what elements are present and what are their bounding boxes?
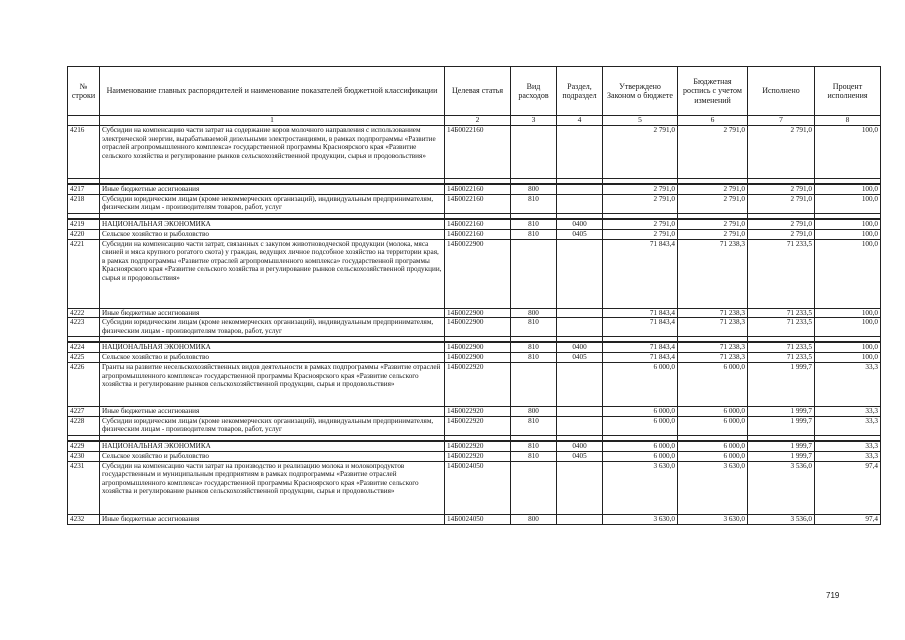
row-budget: 71 238,3: [678, 353, 748, 363]
row-kind: 810: [511, 353, 557, 363]
row-kind: 810: [511, 416, 557, 435]
table-row: [68, 194, 881, 213]
header-num: № строки: [68, 67, 100, 116]
row-name: Сельское хозяйство и рыболовство: [100, 353, 445, 363]
row-executed: 2 791,0: [748, 126, 815, 179]
row-budget: 6 000,0: [678, 407, 748, 417]
column-index: 7: [748, 116, 815, 126]
row-target: 14Б0022900: [445, 353, 511, 363]
row-section: [557, 318, 603, 337]
table-row: [68, 407, 881, 417]
row-executed: 71 233,5: [748, 318, 815, 337]
row-section: [557, 363, 603, 407]
column-index-row: [68, 116, 881, 126]
row-name: НАЦИОНАЛЬНАЯ ЭКОНОМИКА: [100, 219, 445, 230]
row-budget: 6 000,0: [678, 451, 748, 461]
row-budget: 2 791,0: [678, 184, 748, 194]
row-number: 4217: [68, 184, 100, 194]
row-executed: 1 999,7: [748, 451, 815, 461]
column-index: 6: [678, 116, 748, 126]
row-kind: [511, 126, 557, 179]
row-number: 4222: [68, 308, 100, 318]
table-row: [68, 184, 881, 194]
row-kind: 810: [511, 318, 557, 337]
row-percent: 100,0: [815, 194, 881, 213]
header-section: Раздел, подраздел: [557, 67, 603, 116]
row-budget: 6 000,0: [678, 441, 748, 452]
row-executed: 2 791,0: [748, 194, 815, 213]
row-executed: 1 999,7: [748, 416, 815, 435]
row-name: Иные бюджетные ассигнования: [100, 407, 445, 417]
row-target: 14Б0022160: [445, 229, 511, 239]
row-target: 14Б0022900: [445, 308, 511, 318]
row-number: 4220: [68, 229, 100, 239]
row-executed: 1 999,7: [748, 363, 815, 407]
row-executed: 71 233,5: [748, 308, 815, 318]
row-approved: 3 630,0: [603, 461, 678, 514]
row-target: 14Б0022920: [445, 416, 511, 435]
row-section: [557, 308, 603, 318]
row-kind: [511, 363, 557, 407]
row-budget: 71 238,3: [678, 342, 748, 353]
row-executed: 3 536,0: [748, 461, 815, 514]
row-kind: 800: [511, 407, 557, 417]
row-approved: 71 843,4: [603, 308, 678, 318]
row-target: 14Б0022920: [445, 407, 511, 417]
row-approved: 2 791,0: [603, 126, 678, 179]
row-executed: 1 999,7: [748, 441, 815, 452]
header-target: Целевая статья: [445, 67, 511, 116]
row-executed: 2 791,0: [748, 229, 815, 239]
row-number: 4224: [68, 342, 100, 353]
row-approved: 6 000,0: [603, 363, 678, 407]
row-kind: [511, 461, 557, 514]
row-percent: 33,3: [815, 407, 881, 417]
row-approved: 2 791,0: [603, 229, 678, 239]
row-kind: 810: [511, 451, 557, 461]
row-budget: 3 630,0: [678, 461, 748, 514]
page-number: 719: [826, 591, 840, 600]
row-name: Иные бюджетные ассигнования: [100, 514, 445, 524]
header-kind: Вид расходов: [511, 67, 557, 116]
table-row: [68, 229, 881, 239]
row-number: 4226: [68, 363, 100, 407]
row-percent: 100,0: [815, 126, 881, 179]
row-percent: 33,3: [815, 441, 881, 452]
row-target: 14Б0022160: [445, 184, 511, 194]
row-approved: 71 843,4: [603, 318, 678, 337]
row-percent: 97,4: [815, 514, 881, 524]
row-executed: 1 999,7: [748, 407, 815, 417]
row-kind: 810: [511, 194, 557, 213]
row-name: Субсидии юридическим лицам (кроме некоммерческих организаций), индивидуальным предпринимателям, физическим лицам - производителям товаров, работ, услуг: [100, 416, 445, 435]
row-name: Субсидии юридическим лицам (кроме некоммерческих организаций), индивидуальным предпринимателям, физическим лицам - производителям товаров, работ, услуг: [100, 194, 445, 213]
table-row: [68, 451, 881, 461]
row-executed: 2 791,0: [748, 184, 815, 194]
row-kind: [511, 239, 557, 308]
table-row: [68, 363, 881, 407]
row-target: 14Б0022900: [445, 342, 511, 353]
table-row: [68, 441, 881, 452]
row-section: [557, 461, 603, 514]
row-approved: 2 791,0: [603, 184, 678, 194]
row-section: [557, 514, 603, 524]
row-number: 4216: [68, 126, 100, 179]
row-name: Субсидии на компенсацию части затрат на производство и реализацию молока и молокопродуктов государственным и муниципальным предприятиям в рамках подпрограммы «Развитие отраслей агропромышленного комплекса» государственной программы Красноярского края «Развитие сельского хозяйства и регулирование рынков сельскохозяйственной продукции, сырья и продовольствия»: [100, 461, 445, 514]
row-section: [557, 194, 603, 213]
table-body: [68, 116, 881, 525]
row-section: 0400: [557, 441, 603, 452]
row-number: 4225: [68, 353, 100, 363]
column-index: 2: [445, 116, 511, 126]
row-section: [557, 184, 603, 194]
budget-sheet: [67, 66, 880, 525]
row-section: [557, 416, 603, 435]
row-target: 14Б0022160: [445, 219, 511, 230]
row-target: 14Б0024050: [445, 461, 511, 514]
row-kind: 800: [511, 514, 557, 524]
header-percent: Процент исполнения: [815, 67, 881, 116]
row-target: 14Б0022920: [445, 441, 511, 452]
row-number: 4227: [68, 407, 100, 417]
row-budget: 6 000,0: [678, 363, 748, 407]
row-section: 0400: [557, 342, 603, 353]
row-budget: 2 791,0: [678, 194, 748, 213]
row-approved: 3 630,0: [603, 514, 678, 524]
row-approved: 6 000,0: [603, 407, 678, 417]
header-name: Наименование главных распорядителей и наименование показателей бюджетной классификации: [100, 67, 445, 116]
row-percent: 33,3: [815, 363, 881, 407]
row-target: 14Б0024050: [445, 514, 511, 524]
row-executed: 71 233,5: [748, 353, 815, 363]
table-row: [68, 514, 881, 524]
row-kind: 810: [511, 219, 557, 230]
column-index: 1: [100, 116, 445, 126]
row-executed: 2 791,0: [748, 219, 815, 230]
row-section: [557, 407, 603, 417]
row-approved: 2 791,0: [603, 219, 678, 230]
row-target: 14Б0022920: [445, 451, 511, 461]
row-approved: 6 000,0: [603, 441, 678, 452]
table-row: [68, 353, 881, 363]
table-row: [68, 219, 881, 230]
row-number: 4228: [68, 416, 100, 435]
row-kind: 810: [511, 229, 557, 239]
row-percent: 100,0: [815, 318, 881, 337]
row-section: [557, 239, 603, 308]
row-percent: 100,0: [815, 342, 881, 353]
row-budget: 71 238,3: [678, 239, 748, 308]
row-kind: 800: [511, 184, 557, 194]
row-approved: 71 843,4: [603, 342, 678, 353]
row-budget: 3 630,0: [678, 514, 748, 524]
row-target: 14Б0022160: [445, 126, 511, 179]
row-number: 4218: [68, 194, 100, 213]
row-name: Сельское хозяйство и рыболовство: [100, 451, 445, 461]
row-target: 14Б0022160: [445, 194, 511, 213]
column-index: 3: [511, 116, 557, 126]
row-percent: 33,3: [815, 416, 881, 435]
row-number: 4223: [68, 318, 100, 337]
column-index: [68, 116, 100, 126]
table-row: [68, 318, 881, 337]
row-approved: 6 000,0: [603, 416, 678, 435]
table-row: [68, 126, 881, 179]
row-number: 4231: [68, 461, 100, 514]
header-approved: Утверждено Законом о бюджете: [603, 67, 678, 116]
row-percent: 100,0: [815, 229, 881, 239]
column-index: 4: [557, 116, 603, 126]
row-name: Сельское хозяйство и рыболовство: [100, 229, 445, 239]
row-kind: 810: [511, 342, 557, 353]
row-percent: 33,3: [815, 451, 881, 461]
row-percent: 100,0: [815, 219, 881, 230]
row-section: 0405: [557, 229, 603, 239]
row-budget: 6 000,0: [678, 416, 748, 435]
row-section: 0400: [557, 219, 603, 230]
table-row: [68, 239, 881, 308]
row-percent: 97,4: [815, 461, 881, 514]
row-percent: 100,0: [815, 308, 881, 318]
row-section: 0405: [557, 353, 603, 363]
row-section: 0405: [557, 451, 603, 461]
row-approved: 2 791,0: [603, 194, 678, 213]
row-name: Субсидии на компенсацию части затрат, связанных с закупом животноводческой продукции (молока, мяса свиней и мяса крупного рогатого скота) у граждан, ведущих личное подсобное хозяйство на территории края, в рамках подпрограммы «Развитие отраслей агропромышленного комплекса» государственной программы Красноярского края «Развитие сельского хозяйства и регулирование рынков сельскохозяйственной продукции, сырья и продовольствия»: [100, 239, 445, 308]
row-budget: 71 238,3: [678, 308, 748, 318]
row-name: Иные бюджетные ассигнования: [100, 308, 445, 318]
row-budget: 2 791,0: [678, 126, 748, 179]
row-name: Субсидии юридическим лицам (кроме некоммерческих организаций), индивидуальным предпринимателям, физическим лицам - производителям товаров, работ, услуг: [100, 318, 445, 337]
row-number: 4221: [68, 239, 100, 308]
row-budget: 71 238,3: [678, 318, 748, 337]
row-number: 4230: [68, 451, 100, 461]
row-target: 14Б0022920: [445, 363, 511, 407]
row-percent: 100,0: [815, 353, 881, 363]
row-target: 14Б0022900: [445, 239, 511, 308]
row-target: 14Б0022900: [445, 318, 511, 337]
row-budget: 2 791,0: [678, 219, 748, 230]
row-name: НАЦИОНАЛЬНАЯ ЭКОНОМИКА: [100, 342, 445, 353]
header-row: [68, 67, 881, 116]
row-executed: 71 233,5: [748, 342, 815, 353]
row-number: 4229: [68, 441, 100, 452]
row-name: Гранты на развитие несельскохозяйственных видов деятельности в рамках подпрограммы «Развитие отраслей агропромышленного комплекса» государственной программы Красноярского края «Развитие сельского хозяйства и регулирование рынков сельскохозяйственной продукции, сырья и продовольствия»: [100, 363, 445, 407]
row-executed: 3 536,0: [748, 514, 815, 524]
table-row: [68, 461, 881, 514]
row-kind: 800: [511, 308, 557, 318]
row-approved: 71 843,4: [603, 353, 678, 363]
row-executed: 71 233,5: [748, 239, 815, 308]
row-number: 4232: [68, 514, 100, 524]
row-section: [557, 126, 603, 179]
row-name: Субсидии на компенсацию части затрат на содержание коров молочного направления с использованием электрической энергии, вырабатываемой дизельными электростанциями, в рамках подпрограммы «Развитие отраслей агропромышленного комплекса» государственной программы Красноярского края «Развитие сельского хозяйства и регулирование рынков сельскохозяйственной продукции, сырья и продовольствия»: [100, 126, 445, 179]
row-percent: 100,0: [815, 239, 881, 308]
column-index: 5: [603, 116, 678, 126]
table-row: [68, 342, 881, 353]
row-name: Иные бюджетные ассигнования: [100, 184, 445, 194]
row-budget: 2 791,0: [678, 229, 748, 239]
row-kind: 810: [511, 441, 557, 452]
row-name: НАЦИОНАЛЬНАЯ ЭКОНОМИКА: [100, 441, 445, 452]
row-approved: 71 843,4: [603, 239, 678, 308]
column-index: 8: [815, 116, 881, 126]
row-number: 4219: [68, 219, 100, 230]
budget-table: [67, 66, 881, 525]
table-row: [68, 416, 881, 435]
header-budget: Бюджетная роспись с учетом изменений: [678, 67, 748, 116]
row-percent: 100,0: [815, 184, 881, 194]
row-approved: 6 000,0: [603, 451, 678, 461]
header-executed: Исполнено: [748, 67, 815, 116]
table-row: [68, 308, 881, 318]
